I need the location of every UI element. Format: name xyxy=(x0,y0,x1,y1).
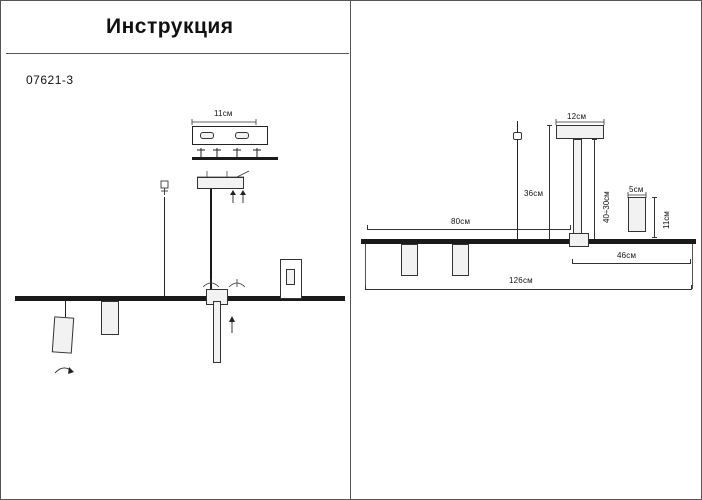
mounting-plate-slot-left xyxy=(200,132,214,139)
dimtick-total-start xyxy=(365,285,366,290)
dim-shade-width: 5см xyxy=(629,185,644,194)
dimtick-drop-top xyxy=(547,125,552,126)
mounting-plate-slot-right xyxy=(235,132,249,139)
dim-left-span: 80см xyxy=(451,217,471,226)
dimline-left-span xyxy=(367,229,571,230)
dimtick-left-span-end xyxy=(570,225,571,230)
model-code: 07621-3 xyxy=(26,73,74,87)
bar-junction-block xyxy=(569,233,589,247)
spot-lamp-1 xyxy=(401,244,418,276)
right-panel xyxy=(351,1,702,499)
title-divider xyxy=(6,53,349,54)
dimtick-left-span-start xyxy=(367,225,368,230)
drop-wire-left xyxy=(164,197,165,297)
dimline-drop-height xyxy=(549,125,550,241)
dimline-right-span xyxy=(572,263,691,264)
dim-ceiling-plate-width: 11см xyxy=(214,109,233,118)
dimtick-right-span-start xyxy=(572,259,573,264)
ceiling-mount-discs xyxy=(201,275,271,291)
extension-line-left xyxy=(365,244,366,289)
extension-line-right xyxy=(692,244,693,289)
dim-total-width: 126см xyxy=(509,276,533,285)
canopy-width-dimension xyxy=(556,121,616,133)
dimtick-pendant-top xyxy=(592,139,597,140)
pendant-rod-lower xyxy=(213,301,221,363)
spot-lamp-outer xyxy=(52,316,74,353)
canopy-assembly-arrows xyxy=(229,189,265,213)
dimtick-total-end xyxy=(691,285,692,290)
pendant-rod xyxy=(573,139,582,241)
dim-shade-height: 11см xyxy=(662,211,671,229)
dim-pendant-height: 40÷30см xyxy=(602,191,611,223)
spot-lamp-outer-stem xyxy=(65,301,66,317)
ceiling-bar-screws xyxy=(197,148,297,162)
spot-lamp-2 xyxy=(452,244,469,276)
right-side-module-inner xyxy=(286,269,295,285)
pendant-assembly-arrow xyxy=(227,313,251,339)
dimline-pendant-height xyxy=(594,139,595,241)
wire-fitting xyxy=(513,132,522,140)
dimtick-right-span-end xyxy=(690,259,691,264)
dim-canopy-width: 12см xyxy=(567,112,587,121)
dimline-shade-height xyxy=(654,197,655,237)
spot-lamp-inner xyxy=(101,301,119,335)
dim-right-span: 46см xyxy=(617,251,637,260)
fixing-screw-left xyxy=(156,181,180,215)
page-title: Инструкция xyxy=(106,15,234,38)
dimtick-shade-bottom xyxy=(652,237,657,238)
dimline-total-width xyxy=(365,289,692,290)
dim-drop-height: 36см xyxy=(524,189,544,198)
left-panel xyxy=(1,1,350,499)
spot-lamp-rotate-arrow xyxy=(53,363,83,381)
dimtick-shade-top xyxy=(652,197,657,198)
